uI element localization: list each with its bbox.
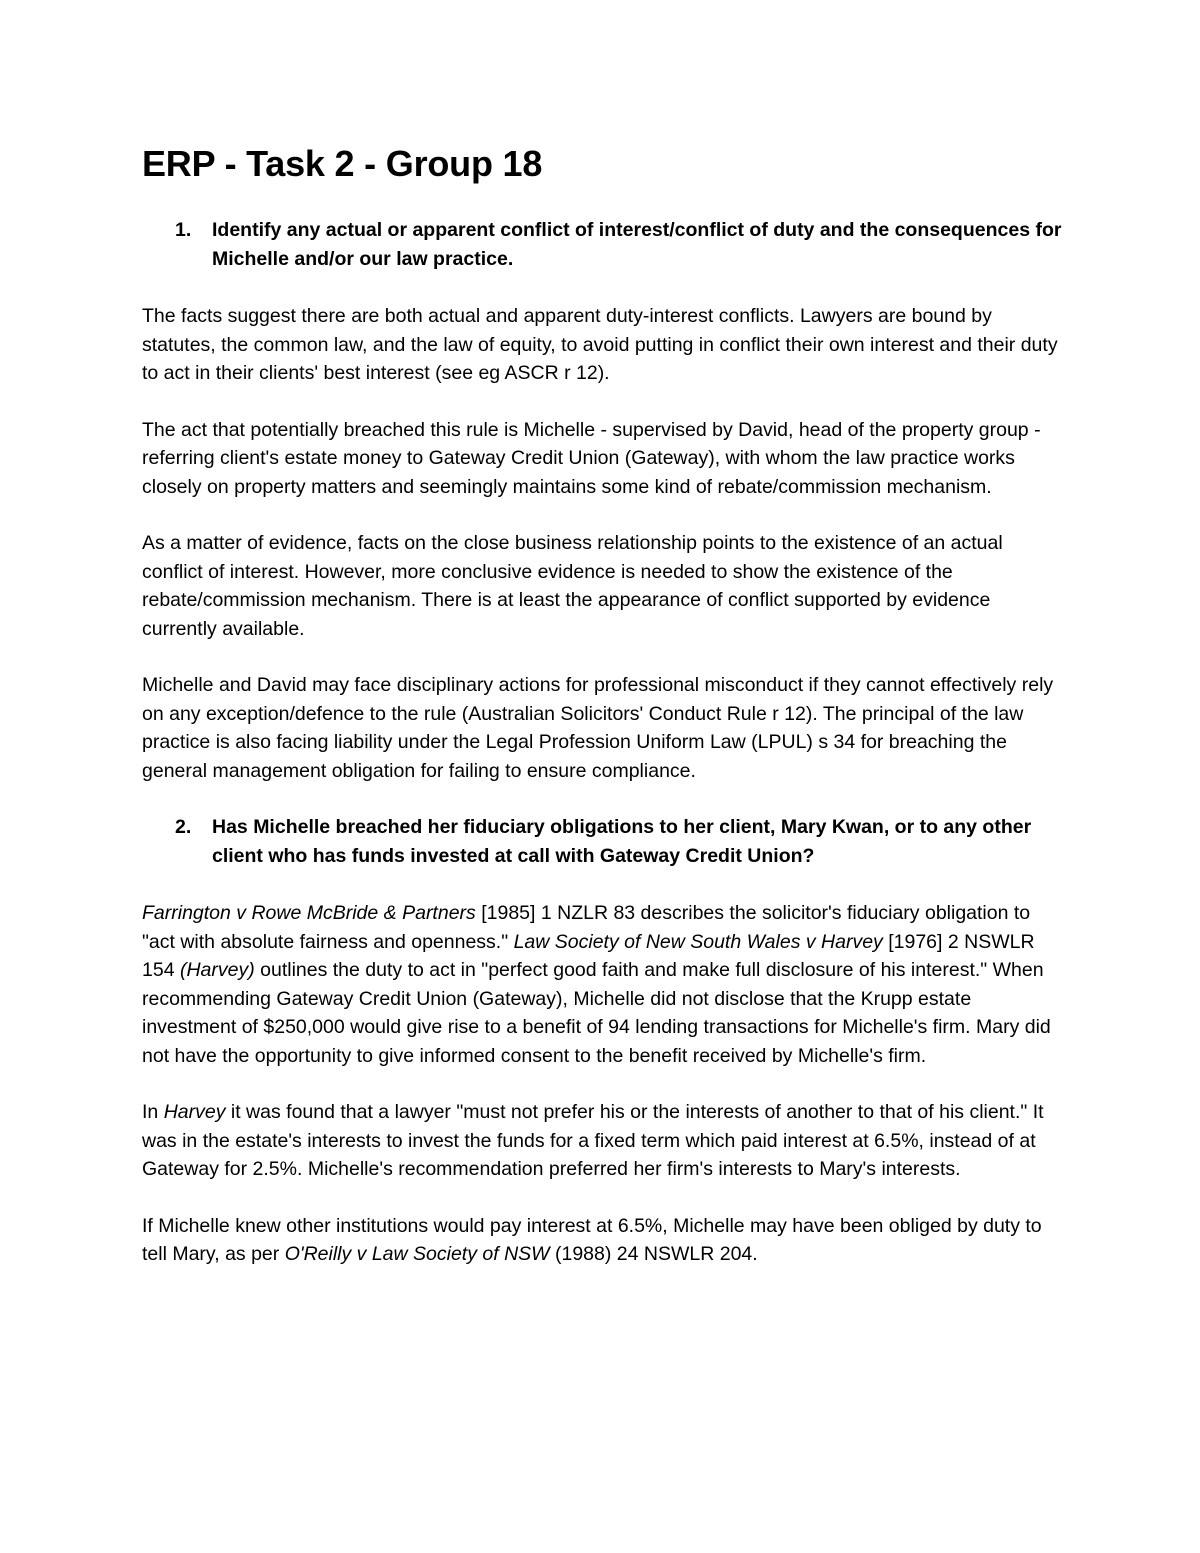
paragraph-text: In	[142, 1101, 164, 1123]
paragraph: The act that potentially breached this rule is Michelle - supervised by David, head of the property group - referring client's estate money to Gateway Credit Union (Gateway), with whom the law practice works closely on property matters and seemingly maintains some kind of rebate/commission mechanism.	[142, 418, 1041, 498]
document-title: ERP - Task 2 - Group 18	[142, 143, 543, 184]
paragraph	[142, 1098, 1062, 1184]
paragraph-text: outlines the duty to act in "perfect good faith and make full disclosure of his interest." When recommending Gateway Credit Union (Gateway), Michelle did not disclose that the Krupp estate investment of $250,000 would give rise to a benefit of 94 lending transactions for Michelle's firm. Mary did not have the opportunity to give informed consent to the benefit received by Michelle's firm.	[142, 959, 1051, 1067]
question-2	[142, 813, 1062, 870]
question-number: 1.	[175, 219, 192, 241]
case-citation: O'Reilly v Law Society of NSW	[284, 1243, 550, 1265]
paragraph: The facts suggest there are both actual and apparent duty-interest conflicts. Lawyers are bound by statutes, the common law, and the law of equity, to avoid putting in conflict their own interest and their duty to act in their clients' best interest (see eg ASCR r 12).	[142, 305, 1058, 384]
paragraph: Michelle and David may face disciplinary actions for professional misconduct if they cannot effectively rely on any exception/defence to the rule (Australian Solicitors' Conduct Rule r 12). The principal of the law practice is also facing liability under the Legal Profession Uniform Law (LPUL) s 34 for breaching the general management obligation for failing to ensure compliance.	[142, 674, 1054, 782]
paragraph	[142, 1212, 1062, 1269]
question-text: Identify any actual or apparent conflict of interest/conflict of duty and the consequences for Michelle and/or our law practice.	[212, 219, 1062, 270]
case-citation: Farrington v Rowe McBride & Partners	[142, 902, 476, 924]
paragraph-text: If Michelle knew other institutions would pay interest at 6.5%, Michelle may have been obliged by duty to tell Mary, as per	[142, 1214, 1042, 1265]
case-citation: Harvey	[163, 1101, 226, 1123]
case-citation: (Harvey)	[179, 959, 255, 981]
paragraph-text: it was found that a lawyer "must not prefer his or the interests of another to that of his client." It was in the estate's interests to invest the funds for a fixed term which paid interest at 6.5%, instead of at Gateway for 2.5%. Michelle's recommendation preferred her firm's interests to Mary's interests.	[142, 1101, 1044, 1180]
paragraph-text: [1985] 1 NZLR 83 describes the solicitor's fiduciary obligation to "act with absolute fairness and openness."	[142, 902, 1031, 953]
question-number: 2.	[175, 816, 192, 838]
paragraph	[142, 899, 1062, 1070]
paragraph-text: (1988) 24 NSWLR 204.	[549, 1243, 758, 1265]
question-1	[142, 216, 1062, 273]
question-text: Has Michelle breached her fiduciary obligations to her client, Mary Kwan, or to any other client who has funds invested at call with Gateway Credit Union?	[212, 816, 1032, 867]
document-page	[142, 142, 1062, 1269]
paragraph-text: [1976] 2 NSWLR 154	[142, 930, 1035, 981]
case-citation: Law Society of New South Wales v Harvey	[513, 930, 883, 953]
paragraph: As a matter of evidence, facts on the close business relationship points to the existence of an actual conflict of interest. However, more conclusive evidence is needed to show the existence of the rebate/commission mechanism. There is at least the appearance of conflict supported by evidence currently available.	[142, 532, 1003, 640]
